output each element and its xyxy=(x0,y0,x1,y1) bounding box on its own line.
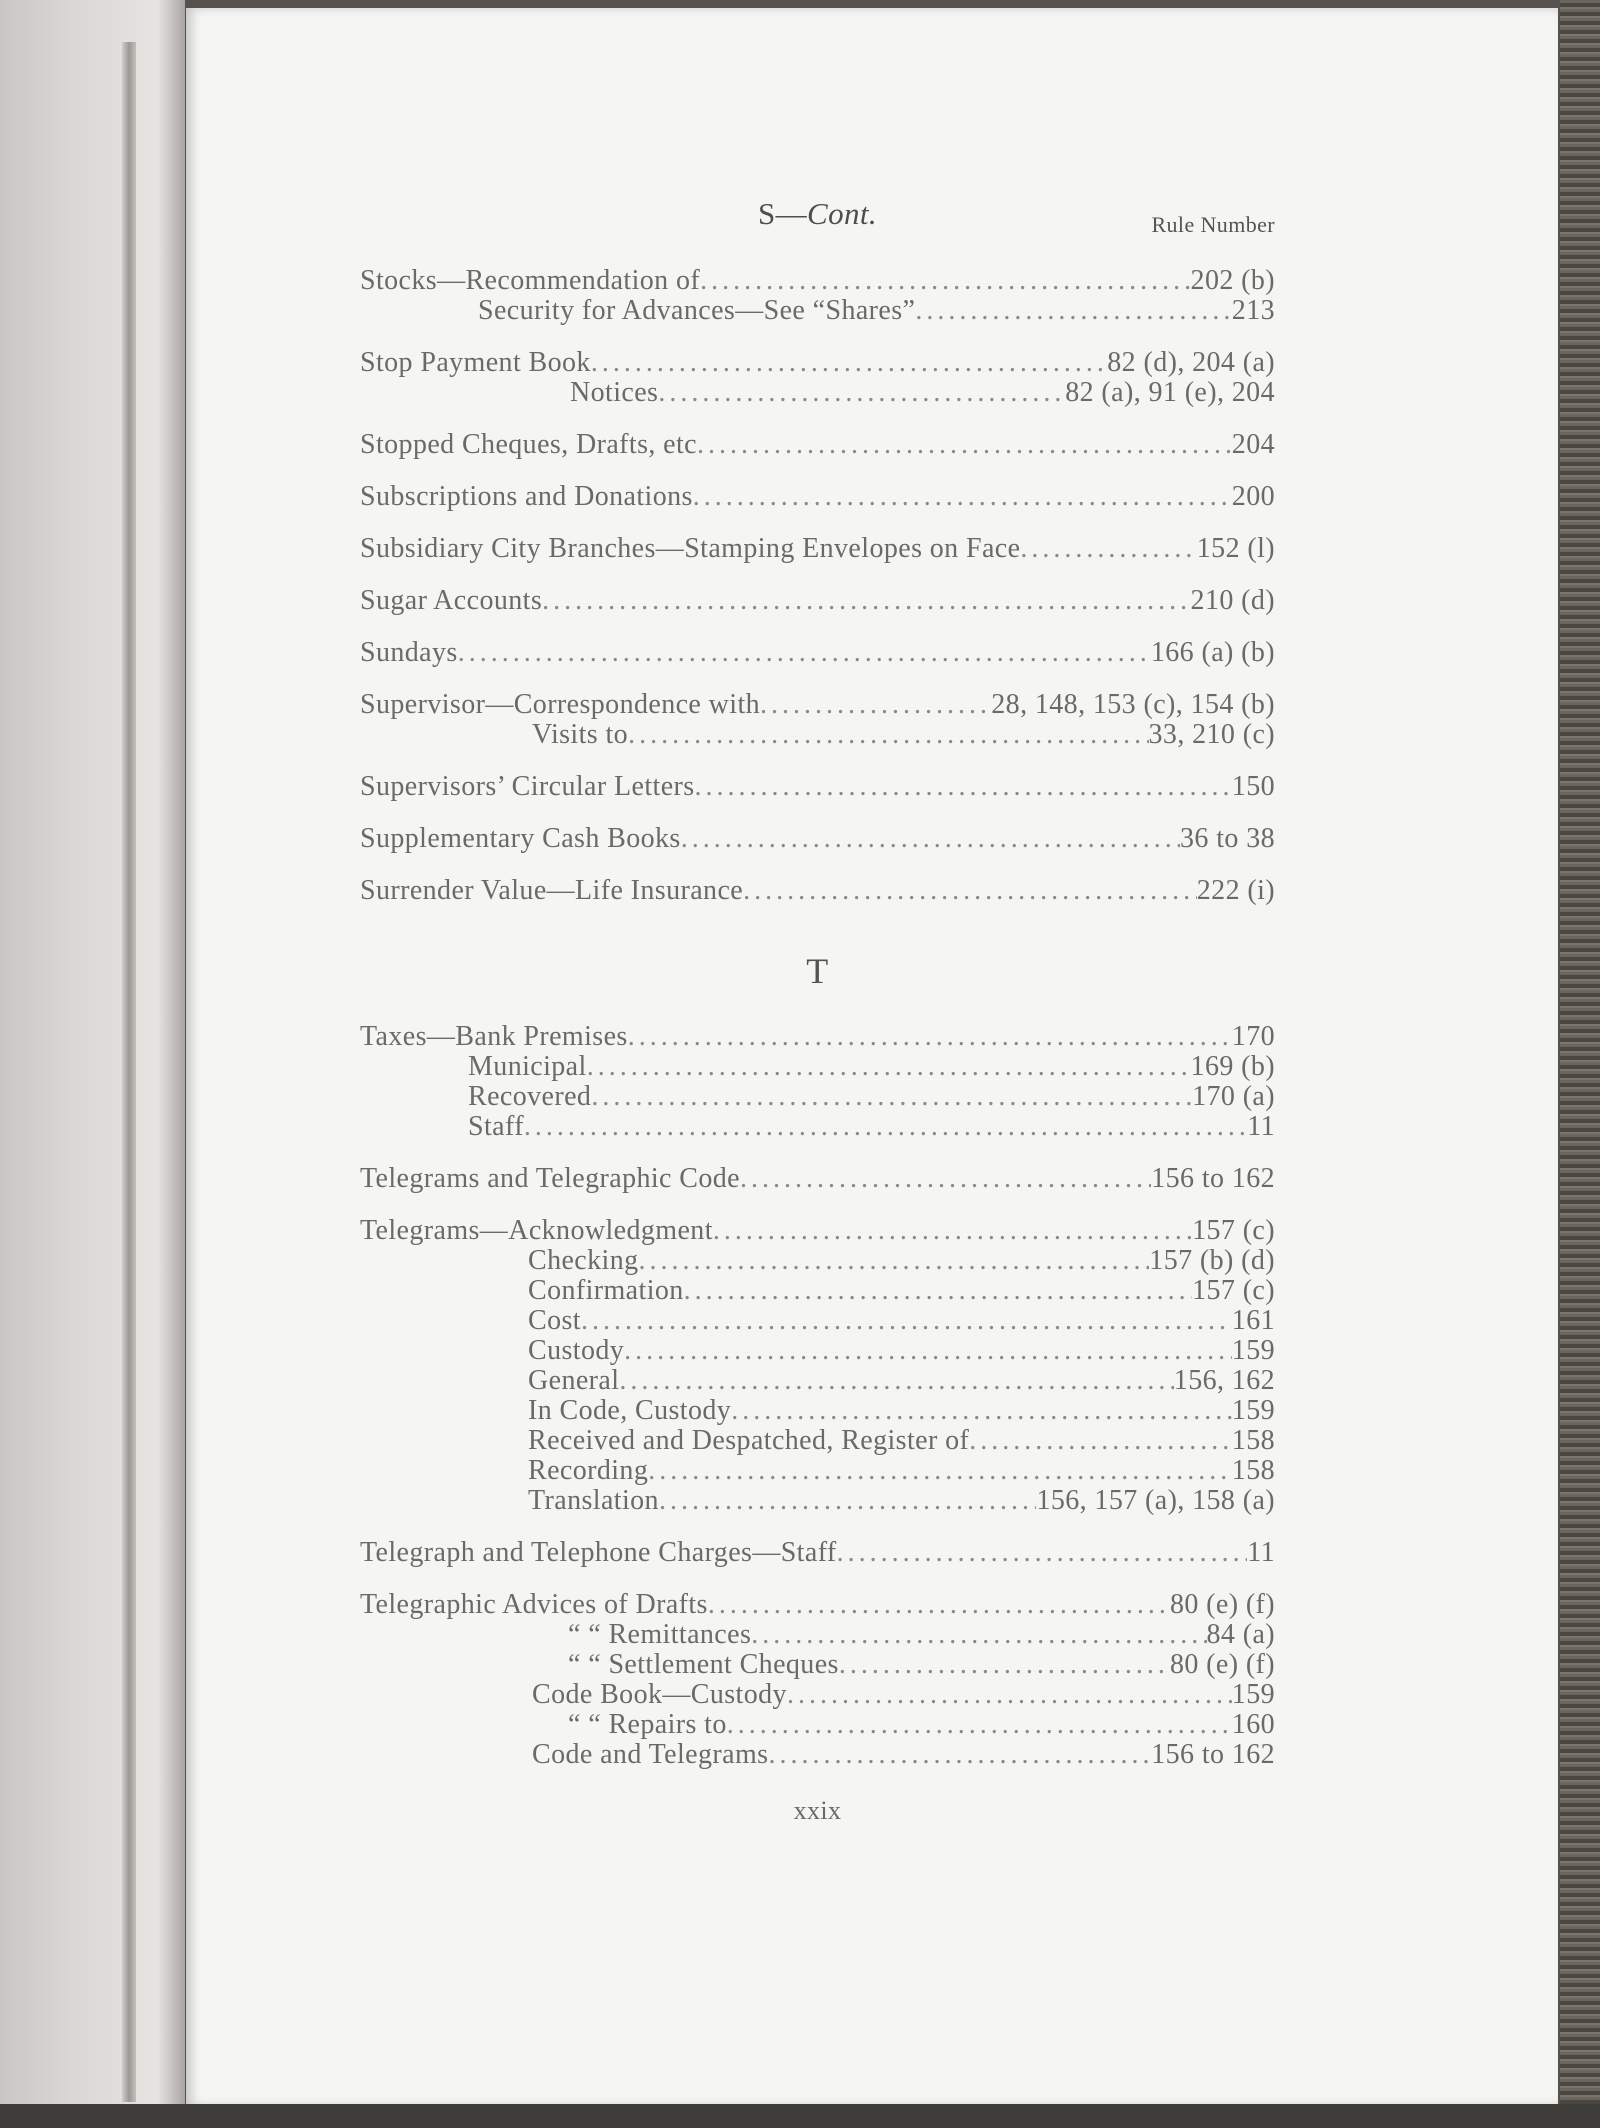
rule-number-ref: 157 (c) xyxy=(1192,1215,1275,1246)
rule-number-ref: 156 to 162 xyxy=(1151,1739,1275,1770)
dot-leader xyxy=(658,378,1065,408)
entry-label: Checking xyxy=(528,1245,639,1276)
rule-number-ref: 200 xyxy=(1231,481,1275,512)
index-entry-line xyxy=(360,586,1275,616)
rule-number-ref: 158 xyxy=(1231,1425,1275,1456)
dot-leader xyxy=(768,1740,1151,1770)
dot-leader xyxy=(681,824,1180,854)
index-entry xyxy=(360,348,1275,408)
index-entry xyxy=(360,266,1275,326)
dot-leader xyxy=(731,1396,1232,1426)
index-entry-line xyxy=(360,690,1275,720)
index-entry-line xyxy=(360,772,1275,802)
index-subentry-line xyxy=(360,1710,1275,1740)
index-entry xyxy=(360,638,1275,668)
rule-number-ref: 84 (a) xyxy=(1206,1619,1275,1650)
index-subentry-line xyxy=(360,1486,1275,1516)
dot-leader xyxy=(693,482,1232,512)
dot-leader xyxy=(915,296,1231,326)
dot-leader xyxy=(591,348,1107,378)
rule-number-column-header: Rule Number xyxy=(1151,212,1275,237)
index-subentry-line xyxy=(360,1740,1275,1770)
section-title xyxy=(360,196,1275,232)
entry-label: Taxes—Bank Premises xyxy=(360,1021,628,1052)
index-entry xyxy=(360,876,1275,906)
index-entry-line xyxy=(360,1216,1275,1246)
dot-leader xyxy=(708,1590,1170,1620)
dot-leader xyxy=(659,1486,1037,1516)
rule-number-ref: 210 (d) xyxy=(1190,585,1275,616)
dot-leader xyxy=(787,1680,1232,1710)
book-spine xyxy=(122,42,136,2102)
entry-label: Recording xyxy=(528,1455,649,1486)
entry-label: Code Book—Custody xyxy=(532,1679,787,1710)
rule-number-ref: 11 xyxy=(1247,1537,1275,1568)
dot-leader xyxy=(587,1052,1191,1082)
dot-leader xyxy=(743,876,1197,906)
section-s-entries xyxy=(360,266,1275,906)
dot-leader xyxy=(639,1246,1150,1276)
dot-leader xyxy=(628,1022,1232,1052)
index-entry-line xyxy=(360,348,1275,378)
dot-leader xyxy=(760,690,991,720)
entry-label: Supervisor—Correspondence with xyxy=(360,689,761,720)
index-text-block xyxy=(360,196,1275,1826)
rule-number-ref: 28, 148, 153 (c), 154 (b) xyxy=(991,689,1275,720)
index-entry-line xyxy=(360,876,1275,906)
section-t-heading: T xyxy=(806,951,829,991)
section-t-entries xyxy=(360,1022,1275,1770)
index-subentry-line xyxy=(360,1276,1275,1306)
rule-number-ref: 204 xyxy=(1231,429,1275,460)
index-entry xyxy=(360,1164,1275,1194)
index-entry xyxy=(360,772,1275,802)
rule-number-ref: 161 xyxy=(1231,1305,1275,1336)
rule-number-ref: 169 (b) xyxy=(1190,1051,1275,1082)
index-subentry-line xyxy=(360,1396,1275,1426)
rule-number-ref: 36 to 38 xyxy=(1180,823,1275,854)
index-subentry-line xyxy=(360,1366,1275,1396)
dot-leader xyxy=(591,1082,1192,1112)
rule-number-ref: 170 xyxy=(1231,1021,1275,1052)
rule-number-ref: 170 (a) xyxy=(1192,1081,1275,1112)
index-subentry-line xyxy=(360,378,1275,408)
rule-number-ref: 82 (a), 91 (e), 204 xyxy=(1065,377,1275,408)
dot-leader xyxy=(713,1216,1192,1246)
rule-number-ref: 11 xyxy=(1247,1111,1275,1142)
index-entry xyxy=(360,1590,1275,1770)
entry-label: Subsidiary City Branches—Stamping Envelopes on Face xyxy=(360,533,1021,564)
index-entry xyxy=(360,430,1275,460)
entry-label: Subscriptions and Donations xyxy=(360,481,693,512)
entry-label: Stop Payment Book xyxy=(360,347,591,378)
index-subentry-line xyxy=(360,1456,1275,1486)
dot-leader xyxy=(969,1426,1232,1456)
index-subentry-line xyxy=(360,1680,1275,1710)
index-subentry-line xyxy=(360,296,1275,326)
rule-number-ref: 156, 162 xyxy=(1173,1365,1275,1396)
entry-label: Received and Despatched, Register of xyxy=(528,1425,970,1456)
entry-label: Recovered xyxy=(468,1081,592,1112)
entry-label: Supervisors’ Circular Letters xyxy=(360,771,695,802)
rule-number-ref: 80 (e) (f) xyxy=(1169,1589,1275,1620)
page-number: xxix xyxy=(793,1796,842,1825)
entry-label: Supplementary Cash Books xyxy=(360,823,681,854)
entry-label: Custody xyxy=(528,1335,625,1366)
index-entry xyxy=(360,1022,1275,1142)
rule-number-ref: 33, 210 (c) xyxy=(1148,719,1275,750)
index-subentry-line xyxy=(360,1112,1275,1142)
rule-number-ref: 202 (b) xyxy=(1190,265,1275,296)
rule-number-ref: 222 (i) xyxy=(1196,875,1275,906)
dot-leader xyxy=(624,1336,1232,1366)
entry-label: Telegrams and Telegraphic Code xyxy=(360,1163,740,1194)
index-entry-line xyxy=(360,824,1275,854)
index-subentry-line xyxy=(360,1052,1275,1082)
index-entry-line xyxy=(360,534,1275,564)
entry-label: Telegrams—Acknowledgment xyxy=(360,1215,713,1246)
dot-leader xyxy=(458,638,1151,668)
dot-leader xyxy=(839,1650,1170,1680)
entry-label: In Code, Custody xyxy=(528,1395,732,1426)
index-entry xyxy=(360,482,1275,512)
rule-number-ref: 152 (l) xyxy=(1196,533,1275,564)
dot-leader xyxy=(697,430,1232,460)
rule-number-ref: 166 (a) (b) xyxy=(1150,637,1275,668)
rule-number-ref: 160 xyxy=(1231,1709,1275,1740)
dot-leader xyxy=(581,1306,1232,1336)
dot-leader xyxy=(751,1620,1206,1650)
dot-leader xyxy=(1020,534,1196,564)
dot-leader xyxy=(695,772,1232,802)
entry-label: Security for Advances—See “Shares” xyxy=(478,295,916,326)
index-subentry-line xyxy=(360,1336,1275,1366)
entry-label: Code and Telegrams xyxy=(532,1739,769,1770)
dot-leader xyxy=(837,1538,1248,1568)
section-dash: — xyxy=(775,196,807,231)
entry-label: Telegraphic Advices of Drafts xyxy=(360,1589,708,1620)
index-subentry-line xyxy=(360,1650,1275,1680)
facing-page-edge xyxy=(0,0,185,2128)
index-entry-line xyxy=(360,482,1275,512)
section-letter: S xyxy=(757,196,776,231)
index-entry-line xyxy=(360,1164,1275,1194)
index-entry xyxy=(360,824,1275,854)
entry-label: Surrender Value—Life Insurance xyxy=(360,875,744,906)
entry-label: Staff xyxy=(468,1111,524,1142)
rule-number-ref: 158 xyxy=(1231,1455,1275,1486)
book-edge xyxy=(1560,0,1600,2128)
index-subentry-line xyxy=(360,1426,1275,1456)
index-entry xyxy=(360,534,1275,564)
index-entry-line xyxy=(360,1590,1275,1620)
rule-number-ref: 156, 157 (a), 158 (a) xyxy=(1036,1485,1275,1516)
index-entry-line xyxy=(360,1022,1275,1052)
dot-leader xyxy=(542,586,1190,616)
index-subentry-line xyxy=(360,1082,1275,1112)
section-continued: Cont. xyxy=(807,196,878,231)
entry-label: Notices xyxy=(570,377,659,408)
page-heading xyxy=(360,196,1275,248)
index-entry xyxy=(360,586,1275,616)
entry-label: Telegraph and Telephone Charges—Staff xyxy=(360,1537,837,1568)
book-bottom-edge xyxy=(0,2104,1600,2128)
entry-label: Municipal xyxy=(468,1051,587,1082)
entry-label: “ “ Remittances xyxy=(568,1619,752,1650)
dot-leader xyxy=(524,1112,1247,1142)
index-entry xyxy=(360,1216,1275,1516)
dot-leader xyxy=(628,720,1148,750)
dot-leader xyxy=(727,1710,1232,1740)
index-subentry-line xyxy=(360,1306,1275,1336)
rule-number-ref: 157 (b) (d) xyxy=(1149,1245,1275,1276)
entry-label: Sundays xyxy=(360,637,458,668)
entry-label: Stocks—Recommendation of xyxy=(360,265,701,296)
entry-label: General xyxy=(528,1365,620,1396)
rule-number-ref: 82 (d), 204 (a) xyxy=(1107,347,1275,378)
rule-number-ref: 150 xyxy=(1231,771,1275,802)
entry-label: Confirmation xyxy=(528,1275,684,1306)
entry-label: “ “ Settlement Cheques xyxy=(568,1649,839,1680)
entry-label: Translation xyxy=(528,1485,659,1516)
index-entry-line xyxy=(360,638,1275,668)
dot-leader xyxy=(740,1164,1151,1194)
index-entry-line xyxy=(360,1538,1275,1568)
rule-number-ref: 159 xyxy=(1231,1395,1275,1426)
index-subentry-line xyxy=(360,1246,1275,1276)
rule-number-ref: 159 xyxy=(1231,1679,1275,1710)
dot-leader xyxy=(648,1456,1232,1486)
index-entry-line xyxy=(360,430,1275,460)
entry-label: Stopped Cheques, Drafts, etc xyxy=(360,429,698,460)
index-entry-line xyxy=(360,266,1275,296)
index-subentry-line xyxy=(360,1620,1275,1650)
index-entry xyxy=(360,690,1275,750)
dot-leader xyxy=(619,1366,1173,1396)
dot-leader xyxy=(684,1276,1192,1306)
index-subentry-line xyxy=(360,720,1275,750)
dot-leader xyxy=(700,266,1190,296)
entry-label: Cost xyxy=(528,1305,581,1336)
index-entry xyxy=(360,1538,1275,1568)
rule-number-ref: 213 xyxy=(1231,295,1275,326)
rule-number-ref: 80 (e) (f) xyxy=(1169,1649,1275,1680)
entry-label: “ “ Repairs to xyxy=(568,1709,727,1740)
rule-number-ref: 157 (c) xyxy=(1192,1275,1275,1306)
entry-label: Visits to xyxy=(532,719,629,750)
rule-number-ref: 159 xyxy=(1231,1335,1275,1366)
rule-number-ref: 156 to 162 xyxy=(1151,1163,1275,1194)
entry-label: Sugar Accounts xyxy=(360,585,543,616)
